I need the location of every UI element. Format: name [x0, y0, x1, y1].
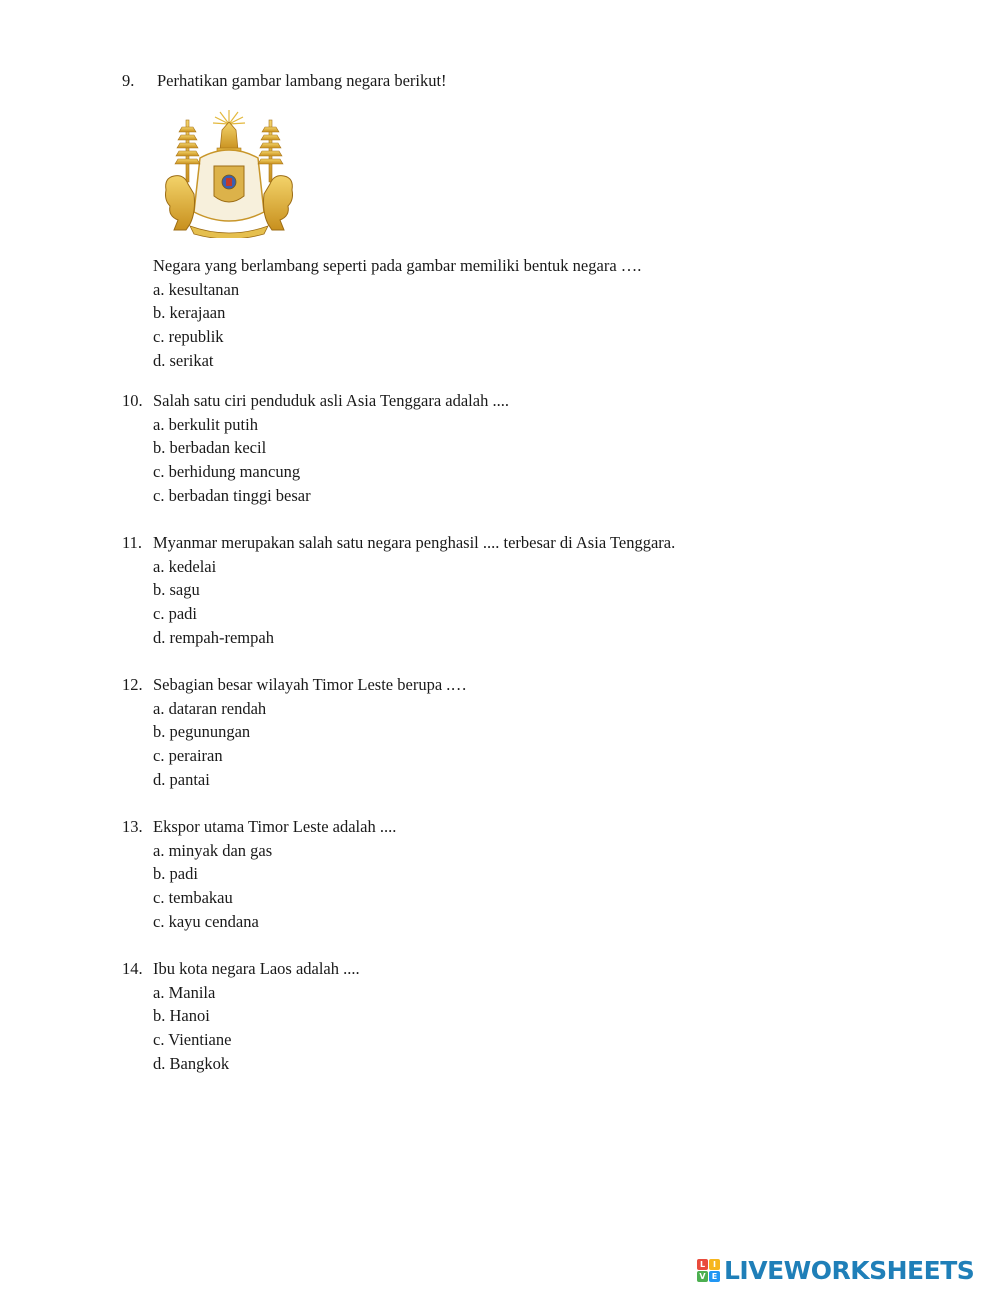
option[interactable]: d. rempah-rempah — [153, 627, 274, 647]
option[interactable]: d. pantai — [153, 769, 210, 789]
question-number: 14. — [122, 959, 143, 978]
question-number: 10. — [122, 391, 143, 410]
logo-text: LIVEWORKSHEETS — [724, 1255, 975, 1285]
cambodia-coat-of-arms-icon — [160, 108, 298, 238]
option[interactable]: a. minyak dan gas — [153, 840, 273, 860]
option[interactable]: b. sagu — [153, 580, 200, 600]
logo-block: E — [709, 1271, 720, 1282]
option[interactable]: b. Hanoi — [153, 1006, 210, 1026]
question-number: 12. — [122, 675, 143, 694]
question-number: 9. — [122, 71, 135, 90]
option[interactable]: a. dataran rendah — [153, 698, 267, 718]
question-text: Ekspor utama Timor Leste adalah .... — [153, 817, 397, 836]
option[interactable]: c. berbadan tinggi besar — [153, 485, 311, 505]
option[interactable]: c. Vientiane — [153, 1030, 232, 1050]
option[interactable]: b. pegunungan — [153, 722, 251, 742]
logo-blocks-icon — [697, 1259, 720, 1282]
option[interactable]: a. berkulit putih — [153, 414, 258, 434]
question-number: 13. — [122, 817, 143, 836]
option[interactable]: c. republik — [153, 327, 224, 347]
option[interactable]: b. berbadan kecil — [153, 438, 267, 458]
question-14 — [0, 957, 360, 1076]
question-13 — [0, 815, 396, 934]
option[interactable]: d. serikat — [153, 350, 214, 370]
question-text: Sebagian besar wilayah Timor Leste berupa .… — [153, 675, 467, 694]
question-number: 11. — [122, 533, 143, 552]
option[interactable]: c. perairan — [153, 746, 223, 766]
option[interactable]: c. padi — [153, 604, 197, 624]
logo-block: I — [709, 1259, 720, 1270]
question-stem: Negara yang berlambang seperti pada gambar memiliki bentuk negara …. — [153, 256, 642, 275]
option[interactable]: a. kedelai — [153, 556, 217, 576]
option[interactable]: c. kayu cendana — [153, 911, 259, 931]
logo-block: V — [697, 1271, 708, 1282]
question-12 — [0, 673, 467, 792]
option[interactable]: b. padi — [153, 864, 198, 884]
question-text: Ibu kota negara Laos adalah .... — [153, 959, 360, 978]
option[interactable]: d. Bangkok — [153, 1053, 230, 1073]
option[interactable]: b. kerajaan — [153, 303, 226, 323]
option[interactable]: a. kesultanan — [153, 279, 240, 299]
question-9-body — [0, 254, 641, 373]
question-10 — [0, 389, 509, 508]
question-9 — [0, 69, 447, 93]
question-text: Salah satu ciri penduduk asli Asia Tenggara adalah .... — [153, 391, 509, 410]
option[interactable]: c. tembakau — [153, 888, 233, 908]
option[interactable]: c. berhidung mancung — [153, 462, 301, 482]
question-text: Perhatikan gambar lambang negara berikut! — [157, 71, 447, 90]
option[interactable]: a. Manila — [153, 982, 216, 1002]
question-text: Myanmar merupakan salah satu negara penghasil .... terbesar di Asia Tenggara. — [153, 533, 676, 552]
logo-block: L — [697, 1259, 708, 1270]
liveworksheets-logo — [697, 1255, 974, 1285]
question-11 — [0, 531, 675, 650]
